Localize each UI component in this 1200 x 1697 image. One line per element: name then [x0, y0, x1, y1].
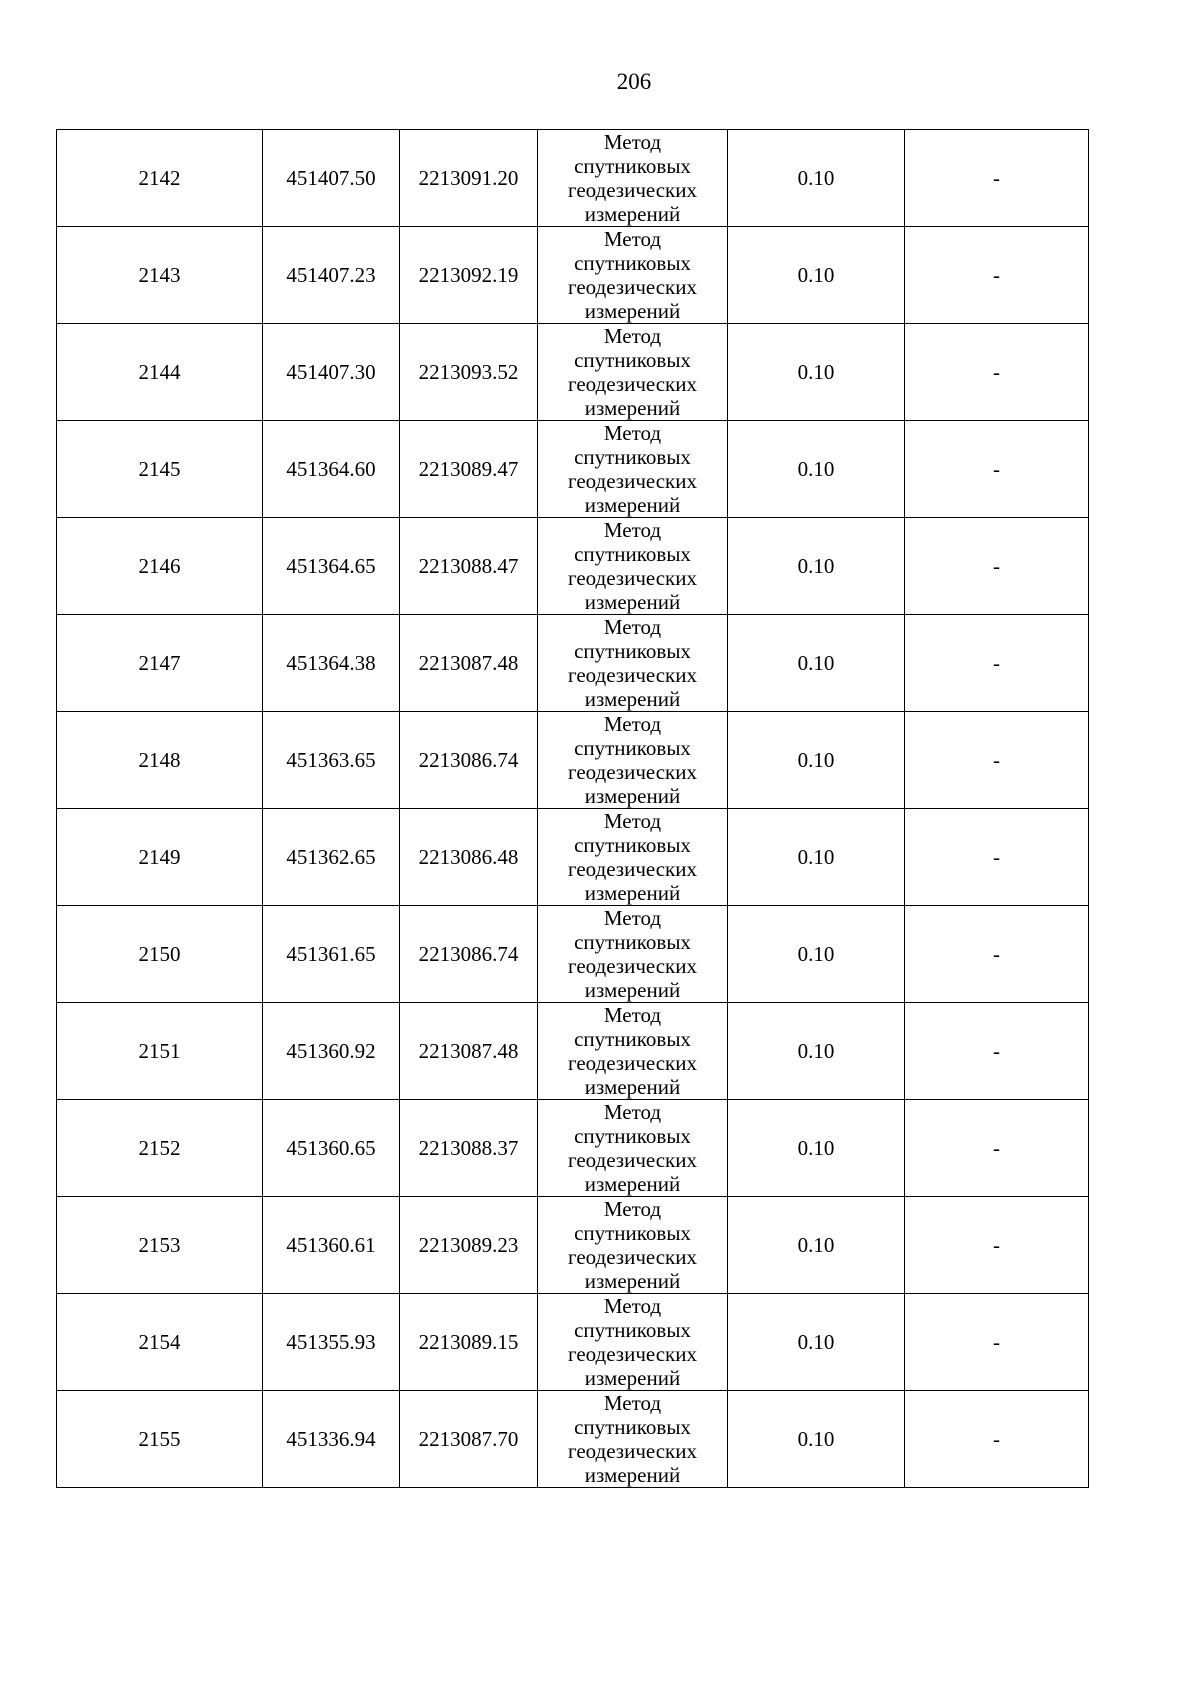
method-cell [538, 1197, 728, 1294]
method-cell [538, 1003, 728, 1100]
method-line: измерений [584, 1366, 681, 1390]
method-line: спутниковых [574, 1221, 691, 1245]
method-line: геодезических [567, 1051, 697, 1075]
point-number-cell: 2152 [57, 1100, 263, 1197]
point-number-cell: 2142 [57, 130, 263, 227]
method-line: спутниковых [574, 1415, 691, 1439]
method-line: спутниковых [574, 833, 691, 857]
method-cell [538, 809, 728, 906]
accuracy-cell: 0.10 [728, 712, 905, 809]
table-row [57, 809, 1089, 906]
accuracy-cell: 0.10 [728, 1197, 905, 1294]
description-cell: - [905, 1100, 1089, 1197]
table-row [57, 1197, 1089, 1294]
x-coordinate-cell: 451364.38 [263, 615, 400, 712]
table-row [57, 518, 1089, 615]
method-cell [538, 712, 728, 809]
x-coordinate-cell: 451355.93 [263, 1294, 400, 1391]
method-line: Метод [603, 1391, 662, 1415]
x-coordinate-cell: 451361.65 [263, 906, 400, 1003]
method-line: измерений [584, 978, 681, 1002]
x-coordinate-cell: 451362.65 [263, 809, 400, 906]
accuracy-cell: 0.10 [728, 906, 905, 1003]
method-line: геодезических [567, 954, 697, 978]
method-line: геодезических [567, 566, 697, 590]
method-line: измерений [584, 687, 681, 711]
y-coordinate-cell: 2213087.48 [400, 1003, 538, 1100]
table-row [57, 906, 1089, 1003]
point-number-cell: 2149 [57, 809, 263, 906]
y-coordinate-cell: 2213086.74 [400, 906, 538, 1003]
method-line: спутниковых [574, 251, 691, 275]
description-cell: - [905, 1197, 1089, 1294]
table-row [57, 1003, 1089, 1100]
method-line: измерений [584, 1075, 681, 1099]
description-cell: - [905, 1391, 1089, 1488]
method-cell [538, 227, 728, 324]
point-number-cell: 2151 [57, 1003, 263, 1100]
y-coordinate-cell: 2213088.37 [400, 1100, 538, 1197]
point-number-cell: 2147 [57, 615, 263, 712]
method-line: измерений [584, 1172, 681, 1196]
description-cell: - [905, 421, 1089, 518]
description-cell: - [905, 615, 1089, 712]
table-row [57, 421, 1089, 518]
method-line: Метод [603, 130, 662, 154]
accuracy-cell: 0.10 [728, 1003, 905, 1100]
method-cell [538, 421, 728, 518]
accuracy-cell: 0.10 [728, 324, 905, 421]
method-line: геодезических [567, 663, 697, 687]
accuracy-cell: 0.10 [728, 518, 905, 615]
description-cell: - [905, 906, 1089, 1003]
y-coordinate-cell: 2213088.47 [400, 518, 538, 615]
y-coordinate-cell: 2213089.15 [400, 1294, 538, 1391]
method-line: измерений [584, 590, 681, 614]
x-coordinate-cell: 451360.61 [263, 1197, 400, 1294]
x-coordinate-cell: 451407.50 [263, 130, 400, 227]
method-line: измерений [584, 202, 681, 226]
description-cell: - [905, 518, 1089, 615]
method-line: геодезических [567, 178, 697, 202]
description-cell: - [905, 324, 1089, 421]
point-number-cell: 2155 [57, 1391, 263, 1488]
accuracy-cell: 0.10 [728, 615, 905, 712]
method-line: измерений [584, 881, 681, 905]
point-number-cell: 2143 [57, 227, 263, 324]
x-coordinate-cell: 451336.94 [263, 1391, 400, 1488]
method-line: спутниковых [574, 1027, 691, 1051]
method-line: спутниковых [574, 1318, 691, 1342]
x-coordinate-cell: 451364.60 [263, 421, 400, 518]
method-line: Метод [603, 712, 662, 736]
method-cell [538, 324, 728, 421]
method-line: измерений [584, 396, 681, 420]
method-line: спутниковых [574, 154, 691, 178]
method-line: геодезических [567, 1439, 697, 1463]
method-line: измерений [584, 493, 681, 517]
x-coordinate-cell: 451360.92 [263, 1003, 400, 1100]
point-number-cell: 2145 [57, 421, 263, 518]
table-row [57, 227, 1089, 324]
method-line: измерений [584, 1463, 681, 1487]
method-line: геодезических [567, 469, 697, 493]
point-number-cell: 2146 [57, 518, 263, 615]
accuracy-cell: 0.10 [728, 227, 905, 324]
method-line: измерений [584, 299, 681, 323]
page-number: 206 [616, 69, 652, 94]
method-line: геодезических [567, 372, 697, 396]
description-cell: - [905, 712, 1089, 809]
method-line: геодезических [567, 275, 697, 299]
accuracy-cell: 0.10 [728, 421, 905, 518]
method-line: спутниковых [574, 445, 691, 469]
x-coordinate-cell: 451407.30 [263, 324, 400, 421]
method-line: Метод [603, 227, 662, 251]
description-cell: - [905, 1003, 1089, 1100]
method-cell [538, 615, 728, 712]
table-row [57, 1391, 1089, 1488]
table-row [57, 130, 1089, 227]
method-line: Метод [603, 809, 662, 833]
method-line: геодезических [567, 760, 697, 784]
description-cell: - [905, 227, 1089, 324]
table-row [57, 1100, 1089, 1197]
point-number-cell: 2153 [57, 1197, 263, 1294]
method-cell [538, 130, 728, 227]
accuracy-cell: 0.10 [728, 1100, 905, 1197]
x-coordinate-cell: 451360.65 [263, 1100, 400, 1197]
method-cell [538, 1100, 728, 1197]
method-line: Метод [603, 518, 662, 542]
y-coordinate-cell: 2213091.20 [400, 130, 538, 227]
method-cell [538, 1294, 728, 1391]
method-line: Метод [603, 421, 662, 445]
method-line: геодезических [567, 857, 697, 881]
y-coordinate-cell: 2213089.47 [400, 421, 538, 518]
method-line: геодезических [567, 1342, 697, 1366]
method-line: Метод [603, 615, 662, 639]
method-line: Метод [603, 1294, 662, 1318]
point-number-cell: 2154 [57, 1294, 263, 1391]
method-line: Метод [603, 1100, 662, 1124]
x-coordinate-cell: 451363.65 [263, 712, 400, 809]
method-line: спутниковых [574, 542, 691, 566]
y-coordinate-cell: 2213086.48 [400, 809, 538, 906]
point-number-cell: 2148 [57, 712, 263, 809]
accuracy-cell: 0.10 [728, 809, 905, 906]
x-coordinate-cell: 451364.65 [263, 518, 400, 615]
description-cell: - [905, 130, 1089, 227]
accuracy-cell: 0.10 [728, 130, 905, 227]
point-number-cell: 2150 [57, 906, 263, 1003]
coordinates-table [56, 129, 1089, 1488]
y-coordinate-cell: 2213089.23 [400, 1197, 538, 1294]
method-line: измерений [584, 1269, 681, 1293]
x-coordinate-cell: 451407.23 [263, 227, 400, 324]
y-coordinate-cell: 2213092.19 [400, 227, 538, 324]
method-line: геодезических [567, 1245, 697, 1269]
method-line: геодезических [567, 1148, 697, 1172]
table-body [57, 130, 1089, 1488]
method-line: Метод [603, 1003, 662, 1027]
description-cell: - [905, 809, 1089, 906]
point-number-cell: 2144 [57, 324, 263, 421]
method-line: Метод [603, 1197, 662, 1221]
table-row [57, 1294, 1089, 1391]
table-row [57, 324, 1089, 421]
method-cell [538, 1391, 728, 1488]
method-line: спутниковых [574, 736, 691, 760]
table-row [57, 712, 1089, 809]
y-coordinate-cell: 2213086.74 [400, 712, 538, 809]
table-row [57, 615, 1089, 712]
accuracy-cell: 0.10 [728, 1294, 905, 1391]
method-line: Метод [603, 906, 662, 930]
method-cell [538, 906, 728, 1003]
method-line: спутниковых [574, 930, 691, 954]
description-cell: - [905, 1294, 1089, 1391]
method-cell [538, 518, 728, 615]
method-line: спутниковых [574, 348, 691, 372]
method-line: измерений [584, 784, 681, 808]
method-line: спутниковых [574, 639, 691, 663]
method-line: Метод [603, 324, 662, 348]
y-coordinate-cell: 2213087.48 [400, 615, 538, 712]
y-coordinate-cell: 2213093.52 [400, 324, 538, 421]
y-coordinate-cell: 2213087.70 [400, 1391, 538, 1488]
method-line: спутниковых [574, 1124, 691, 1148]
accuracy-cell: 0.10 [728, 1391, 905, 1488]
